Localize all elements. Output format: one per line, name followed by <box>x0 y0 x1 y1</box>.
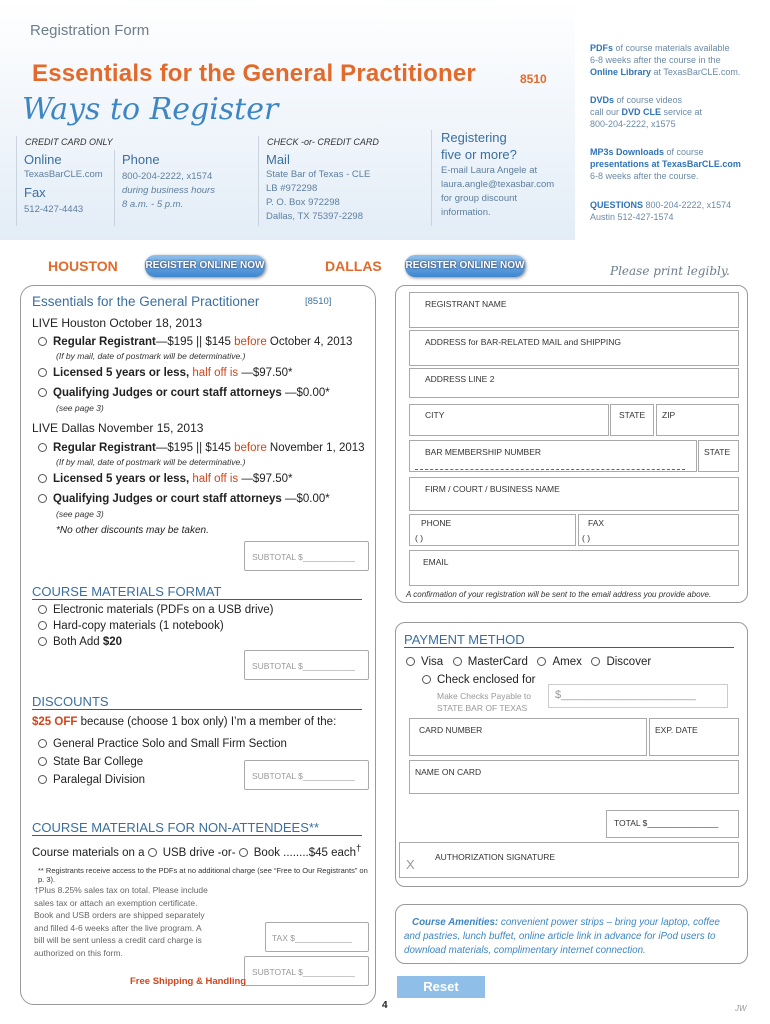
questions-phone: 800-204-2222, x1574 <box>643 200 732 210</box>
dallas-judges-option[interactable] <box>38 493 330 505</box>
subtotal-2: SUBTOTAL $___________ <box>252 661 355 671</box>
firm-label: FIRM / COURT / BUSINESS NAME <box>425 484 560 494</box>
confirmation-note: A confirmation of your registration will be sent to the email address you provide above. <box>406 590 712 599</box>
houston-mail-note: (If by mail, date of postmark will be determinative.) <box>56 351 246 361</box>
dallas-label: DALLAS <box>325 258 382 274</box>
before-label: before <box>234 336 267 348</box>
name-on-card-label: NAME ON CARD <box>415 767 482 777</box>
payable-line: STATE BAR OF TEXAS <box>437 703 528 713</box>
tax-line: authorized on this form. <box>34 947 123 958</box>
exp-date-field[interactable] <box>649 718 739 756</box>
radio-icon[interactable] <box>38 388 47 397</box>
dvds-text: of course videos <box>614 95 683 105</box>
radio-icon[interactable] <box>537 657 546 666</box>
payable-note <box>437 690 531 714</box>
amenities-label: Course Amenities: <box>412 917 499 928</box>
disc-label: State Bar College <box>53 756 144 768</box>
address-field[interactable] <box>409 330 739 366</box>
houston-licensed-option[interactable] <box>38 367 293 379</box>
city-field[interactable] <box>409 404 609 436</box>
card-number-field[interactable] <box>409 718 647 756</box>
rule <box>404 647 734 648</box>
dallas-regular-option[interactable] <box>38 442 365 454</box>
discount-option-1[interactable] <box>38 738 287 750</box>
radio-icon[interactable] <box>38 621 47 630</box>
fax-heading: Fax <box>24 185 46 200</box>
fax-label: FAX <box>588 518 605 528</box>
check-amount: $______________________ <box>555 689 696 701</box>
group-line-3: for group discount <box>441 193 518 204</box>
tax-line: sales tax or attach an exemption certificate. <box>34 897 198 908</box>
regular-label: Regular Registrant <box>53 336 156 348</box>
mp3-text-3: 6-8 weeks after the course. <box>590 171 699 181</box>
pdfs-info <box>590 42 762 78</box>
live-dallas-heading: LIVE Dallas November 15, 2013 <box>32 421 204 435</box>
firm-field[interactable] <box>409 477 739 511</box>
mail-heading: Mail <box>266 152 290 167</box>
dvds-text-2a: call our <box>590 107 622 117</box>
phone-hours-1: during business hours <box>122 185 215 196</box>
email-field[interactable] <box>409 550 739 586</box>
check-or-cc-label: CHECK -or- CREDIT CARD <box>267 137 379 147</box>
amenities-line: download materials, complimentary internet connection. <box>404 945 646 956</box>
pdfs-text-2: 6-8 weeks after the course in the <box>590 55 721 65</box>
exp-date-label: EXP. DATE <box>655 725 698 735</box>
phone-hours-2: 8 a.m. - 5 p.m. <box>122 199 184 210</box>
licensed-label: Licensed 5 years or less, <box>53 367 193 379</box>
online-library-label: Online Library <box>590 67 652 77</box>
usb-option-label: USB drive -or- <box>162 846 239 859</box>
state-field[interactable] <box>610 404 654 436</box>
regular-date: October 4, 2013 <box>266 336 353 348</box>
tax-line: Plus 8.25% sales tax on total. Please include <box>38 885 208 895</box>
mat-label: Electronic materials (PDFs on a USB drive) <box>53 604 274 616</box>
rule <box>32 835 362 836</box>
radio-icon[interactable] <box>591 657 600 666</box>
address-label: ADDRESS for BAR-RELATED MAIL and SHIPPING <box>425 337 622 347</box>
payable-line: Make Checks Payable to <box>437 691 532 701</box>
regular-date: November 1, 2013 <box>266 442 365 454</box>
dallas-see-page: (see page 3) <box>56 509 104 519</box>
register-online-dallas-button[interactable]: REGISTER ONLINE NOW <box>405 255 525 277</box>
discount-option-2[interactable] <box>38 756 143 768</box>
no-other-discounts: *No other discounts may be taken. <box>56 525 209 536</box>
houston-regular-option[interactable] <box>38 336 352 348</box>
email-label: EMAIL <box>423 557 449 567</box>
tax-line: Book and USB orders are shipped separately <box>34 910 205 920</box>
left-course-title: Essentials for the General Practitioner <box>32 294 260 309</box>
register-online-houston-button[interactable]: REGISTER ONLINE NOW <box>145 255 265 277</box>
mail-line-4: Dallas, TX 75397-2298 <box>266 211 363 222</box>
left-course-num: [8510] <box>305 296 332 307</box>
mp3-text-2: presentations at TexasBarCLE.com <box>590 159 741 169</box>
group-heading-1: Registering <box>441 130 507 145</box>
houston-judges-option[interactable] <box>38 387 330 399</box>
questions-austin: Austin 512-427-1574 <box>590 212 674 222</box>
non-attendee-options[interactable] <box>32 843 361 859</box>
divider <box>258 136 259 226</box>
material-option-2[interactable] <box>38 620 224 632</box>
discount-amount: $25 OFF <box>32 716 78 728</box>
half-off-label: half off is <box>192 473 239 485</box>
dallas-mail-note: (If by mail, date of postmark will be determinative.) <box>56 457 246 467</box>
amex-label: Amex <box>552 656 582 668</box>
non-attendee-note: ** Registrants receive access to the PDFs at no additional charge (see “Free to Our Registrants” on p. 3). <box>38 866 368 884</box>
tax-field: TAX $____________ <box>272 933 352 943</box>
discounts-heading: DISCOUNTS <box>32 694 109 709</box>
mail-line-1: State Bar of Texas - CLE <box>266 169 371 180</box>
dvd-cle-label: DVD CLE <box>621 107 662 117</box>
houston-label: HOUSTON <box>48 258 118 274</box>
bar-number-blanks <box>415 460 685 470</box>
radio-icon[interactable] <box>38 494 47 503</box>
group-line-4: information. <box>441 207 491 218</box>
radio-icon[interactable] <box>239 848 248 857</box>
mastercard-label: MasterCard <box>467 656 528 668</box>
discount-text: because (choose 1 box only) I’m a member of the: <box>77 716 337 728</box>
registrant-name-label: REGISTRANT NAME <box>425 299 507 309</box>
pdfs-text-3: at TexasBarCLE.com. <box>651 67 741 77</box>
fax-text: 512-427-4443 <box>24 204 84 215</box>
regular-label: Regular Registrant <box>53 442 156 454</box>
nonatt-text: Course materials on a <box>32 846 148 859</box>
mat-price: $20 <box>102 636 123 648</box>
phone-heading: Phone <box>122 152 160 167</box>
bar-number-label: BAR MEMBERSHIP NUMBER <box>425 447 542 457</box>
houston-see-page: (see page 3) <box>56 403 104 413</box>
zip-label: ZIP <box>662 410 676 420</box>
amenities-line: and pastries, lunch buffet, online article link in advance for iPod users to <box>404 931 716 942</box>
divider <box>16 136 17 226</box>
card-type-options[interactable] <box>406 656 651 668</box>
radio-icon[interactable] <box>148 848 157 857</box>
amenities-line: convenient power strips – bring your laptop, coffee <box>498 917 720 928</box>
fax-parens: ( ) <box>582 533 591 543</box>
divider <box>114 150 115 226</box>
before-label: before <box>234 442 267 454</box>
state-label: STATE <box>619 410 646 420</box>
print-legibly-note: Please print legibly. <box>610 264 730 278</box>
radio-icon[interactable] <box>453 657 462 666</box>
pdfs-text: of course materials available <box>613 43 730 53</box>
name-on-card-field[interactable] <box>409 760 739 794</box>
group-line-1: E-mail Laura Angele at <box>441 165 538 176</box>
dvds-label: DVDs <box>590 95 615 105</box>
licensed-price: —$97.50* <box>238 473 293 485</box>
rule <box>32 599 362 600</box>
questions-label: QUESTIONS <box>590 200 644 210</box>
mp3-label: MP3s Downloads <box>590 147 665 157</box>
radio-icon[interactable] <box>38 443 47 452</box>
tax-note <box>34 884 264 959</box>
checkbox-icon[interactable] <box>38 739 47 748</box>
visa-label: Visa <box>421 656 444 668</box>
book-option-label: Book ........$45 each <box>253 846 357 859</box>
mat-label: Both Add <box>53 636 103 648</box>
mp3-text: of course <box>664 147 704 157</box>
initials: JW <box>735 1004 747 1013</box>
licensed-price: —$97.50* <box>238 367 293 379</box>
check-option[interactable] <box>422 674 535 686</box>
checkbox-icon[interactable] <box>38 757 47 766</box>
group-heading-2: five or more? <box>441 147 517 162</box>
live-houston-heading: LIVE Houston October 18, 2013 <box>32 316 203 330</box>
discount-option-3[interactable] <box>38 774 145 786</box>
discover-label: Discover <box>606 656 652 668</box>
discount-intro <box>32 716 336 728</box>
mat-label: Hard-copy materials (1 notebook) <box>53 620 224 632</box>
tax-line: bill will be sent unless a credit card charge is <box>34 935 202 945</box>
half-off-label: half off is <box>192 367 239 379</box>
material-option-1[interactable] <box>38 604 273 616</box>
pdfs-label: PDFs <box>590 43 614 53</box>
free-shipping: Free Shipping & Handling <box>130 976 247 987</box>
radio-icon[interactable] <box>406 657 415 666</box>
radio-icon[interactable] <box>38 368 47 377</box>
divider <box>431 130 432 226</box>
form-title: Registration Form <box>30 22 150 39</box>
signature-label: AUTHORIZATION SIGNATURE <box>435 852 556 862</box>
subtotal-4: SUBTOTAL $___________ <box>252 967 355 977</box>
city-label: CITY <box>425 410 445 420</box>
subtotal-1: SUBTOTAL $___________ <box>252 552 355 562</box>
bar-state-label: STATE <box>704 447 731 457</box>
judges-price: —$0.00* <box>281 493 330 505</box>
dvds-text-2c: service at <box>661 107 703 117</box>
course-number: 8510 <box>520 72 547 86</box>
judges-label: Qualifying Judges or court staff attorneys <box>53 493 282 505</box>
dvds-info <box>590 94 762 130</box>
rule <box>32 709 362 710</box>
page-number: 4 <box>382 1000 388 1011</box>
ways-to-register-title: Ways to Register <box>22 92 279 127</box>
radio-icon[interactable] <box>38 637 47 646</box>
mail-line-3: P. O. Box 972298 <box>266 197 340 208</box>
online-text: TexasBarCLE.com <box>24 169 103 180</box>
questions-info <box>590 199 762 223</box>
materials-heading: COURSE MATERIALS FORMAT <box>32 584 222 599</box>
material-option-3[interactable] <box>38 636 122 648</box>
dagger: † <box>34 885 39 895</box>
non-attendees-heading: COURSE MATERIALS FOR NON-ATTENDEES** <box>32 820 319 835</box>
regular-price: —$195 || $145 <box>155 442 235 454</box>
credit-card-only-label: CREDIT CARD ONLY <box>25 137 113 147</box>
mp3-info <box>590 146 762 182</box>
judges-price: —$0.00* <box>281 387 330 399</box>
address2-label: ADDRESS LINE 2 <box>425 374 495 384</box>
checkbox-icon[interactable] <box>38 775 47 784</box>
dagger: † <box>356 843 362 854</box>
online-heading: Online <box>24 152 62 167</box>
reset-button[interactable]: Reset <box>397 976 485 998</box>
radio-icon[interactable] <box>38 605 47 614</box>
payment-heading: PAYMENT METHOD <box>404 632 525 647</box>
check-label: Check enclosed for <box>437 674 536 686</box>
judges-label: Qualifying Judges or court staff attorneys <box>53 387 282 399</box>
phone-label: PHONE <box>421 518 452 528</box>
mail-line-2: LB #972298 <box>266 183 318 194</box>
phone-text: 800-204-2222, x1574 <box>122 171 213 182</box>
disc-label: Paralegal Division <box>53 774 146 786</box>
regular-price: —$195 || $145 <box>155 336 235 348</box>
subtotal-3: SUBTOTAL $___________ <box>252 771 355 781</box>
disc-label: General Practice Solo and Small Firm Section <box>53 738 287 750</box>
amenities-text <box>404 916 742 958</box>
radio-icon[interactable] <box>38 474 47 483</box>
group-line-2: laura.angle@texasbar.com <box>441 179 555 190</box>
total-label: TOTAL $_______________ <box>614 818 719 828</box>
dvds-phone: 800-204-2222, x1575 <box>590 119 676 129</box>
licensed-label: Licensed 5 years or less, <box>53 473 193 485</box>
zip-field[interactable] <box>656 404 739 436</box>
radio-icon[interactable] <box>38 337 47 346</box>
card-number-label: CARD NUMBER <box>419 725 483 735</box>
phone-parens: ( ) <box>415 533 424 543</box>
dallas-licensed-option[interactable] <box>38 473 293 485</box>
registrant-name-field[interactable] <box>409 292 739 328</box>
signature-x: X <box>406 857 415 872</box>
tax-line: and filled 4-6 weeks after the live program. A <box>34 922 202 933</box>
radio-icon[interactable] <box>422 675 431 684</box>
course-title: Essentials for the General Practitioner <box>32 60 476 87</box>
